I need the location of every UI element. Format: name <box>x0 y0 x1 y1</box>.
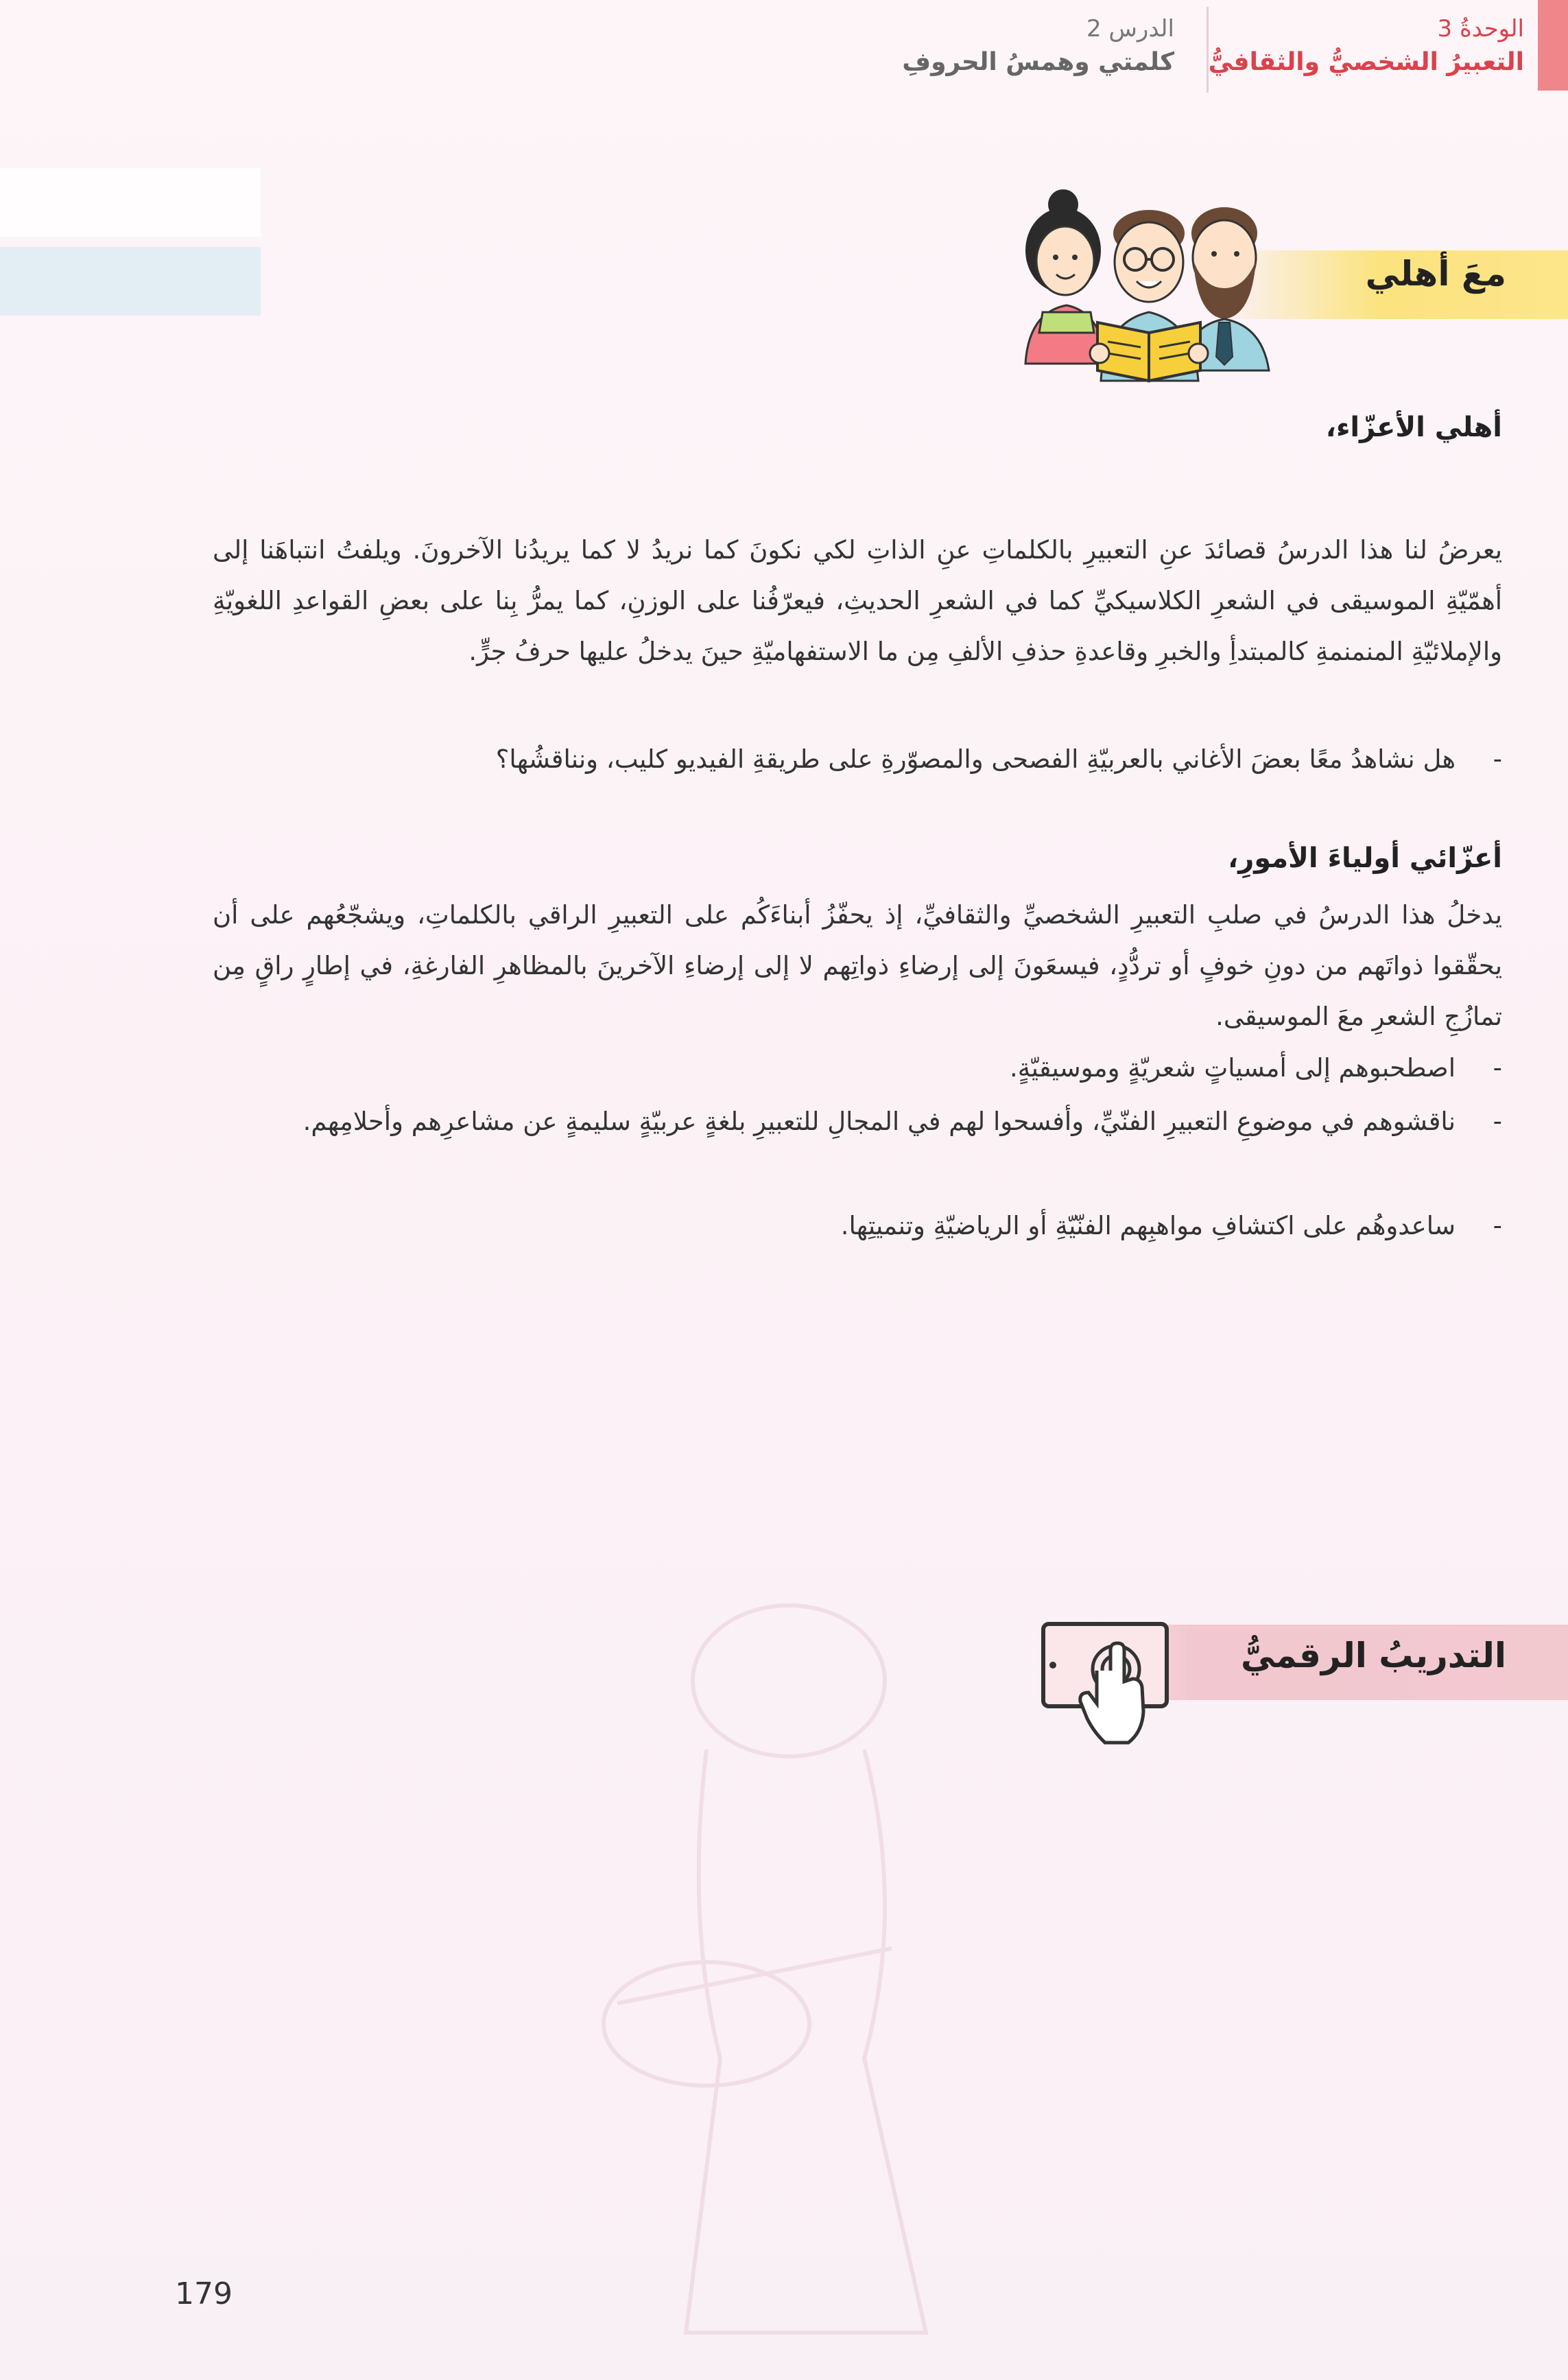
page-header <box>0 0 1538 96</box>
lesson-block <box>902 15 1174 76</box>
bullet-dash: - <box>1493 1107 1502 1136</box>
lesson-number: الدرس 2 <box>1086 15 1174 43</box>
page-number: 179 <box>175 2276 233 2311</box>
family-reading-icon <box>1019 185 1279 384</box>
list-item: - هل نشاهدُ معًا بعضَ الأغاني بالعربيّةِ الفصحى والمصوّرةِ على طريقةِ الفيديو كليب، ونناقشُها؟ <box>213 735 1502 783</box>
family-banner-label: معَ أهلي <box>1365 254 1506 294</box>
list-item: - اصطحبوهم إلى أمسياتٍ شعريّةٍ وموسيقيّةٍ. <box>213 1044 1502 1092</box>
unit-number: الوحدةُ 3 <box>1437 15 1524 43</box>
ghost-illustration <box>480 1578 1097 2367</box>
family-paragraph: يعرضُ لنا هذا الدرسُ قصائدَ عنِ التعبيرِ بالكلماتِ عنِ الذاتِ لكي نكونَ كما نريدُ لا كما يريدُنا الآخرونَ. ويلفتُ انتباهَنا إلى أهمّيّةِ الموسيقى في الشعرِ الكلاسيكيِّ كما في الشعرِ الحديثِ، فيعرّفُنا على الوزنِ، كما يمرُّ بِنا على بعضِ القواعدِ اللغويّةِ والإملائيّةِ المنمنمةِ كالمبتدأِ والخبرِ وقاعدةِ حذفِ الألفِ مِن ما الاستفهاميّةِ حينَ يدخلُ عليها حرفُ جرٍّ. <box>213 535 1502 666</box>
family-greeting: أهلي الأعزّاء، <box>1325 412 1502 443</box>
bullet-dash: - <box>1493 744 1502 774</box>
guardians-greeting: أعزّائي أولياءَ الأمورِ، <box>1228 843 1502 874</box>
bullet-dash: - <box>1493 1211 1502 1240</box>
ghost-box <box>0 168 261 237</box>
list-item: - ناقشوهم في موضوعِ التعبيرِ الفنّيِّ، وأفسحوا لهم في المجالِ للتعبيرِ بلغةٍ عربيّةٍ سليمةٍ عن مشاعرِهم وأحلامِهم. <box>213 1098 1502 1146</box>
unit-block <box>1209 15 1524 76</box>
unit-title: التعبيرُ الشخصيُّ والثقافيُّ <box>1208 48 1524 76</box>
digital-banner-label: التدريبُ الرقميُّ <box>1241 1636 1506 1675</box>
tablet-touch-icon <box>1039 1616 1176 1753</box>
guardians-paragraph: يدخلُ هذا الدرسُ في صلبِ التعبيرِ الشخصيِّ والثقافيِّ، إذ يحفّزُ أبناءَكُم على التعبيرِ الراقي بالكلماتِ، ويشجّعُهم على أن يحقّقوا ذواتَهم من دونِ خوفٍ أو تردُّدٍ، فيسعَونَ إلى إرضاءِ ذواتِهم لا إلى إرضاءِ الآخرينَ بالمظاهرِ الفارغةِ، في إطارٍ راقٍ مِن تمازُجِ الشعرِ معَ الموسيقى. <box>213 900 1502 1031</box>
list-item: - ساعدوهُم على اكتشافِ مواهبِهم الفنّيّةِ أو الرياضيّةِ وتنميتِها. <box>213 1202 1502 1250</box>
bullet-dash: - <box>1493 1053 1502 1083</box>
unit-edge-tab <box>1538 0 1568 91</box>
lesson-title: كلمتي وهمسُ الحروفِ <box>902 48 1174 76</box>
ghost-box <box>0 247 261 316</box>
header-divider <box>1207 7 1209 93</box>
